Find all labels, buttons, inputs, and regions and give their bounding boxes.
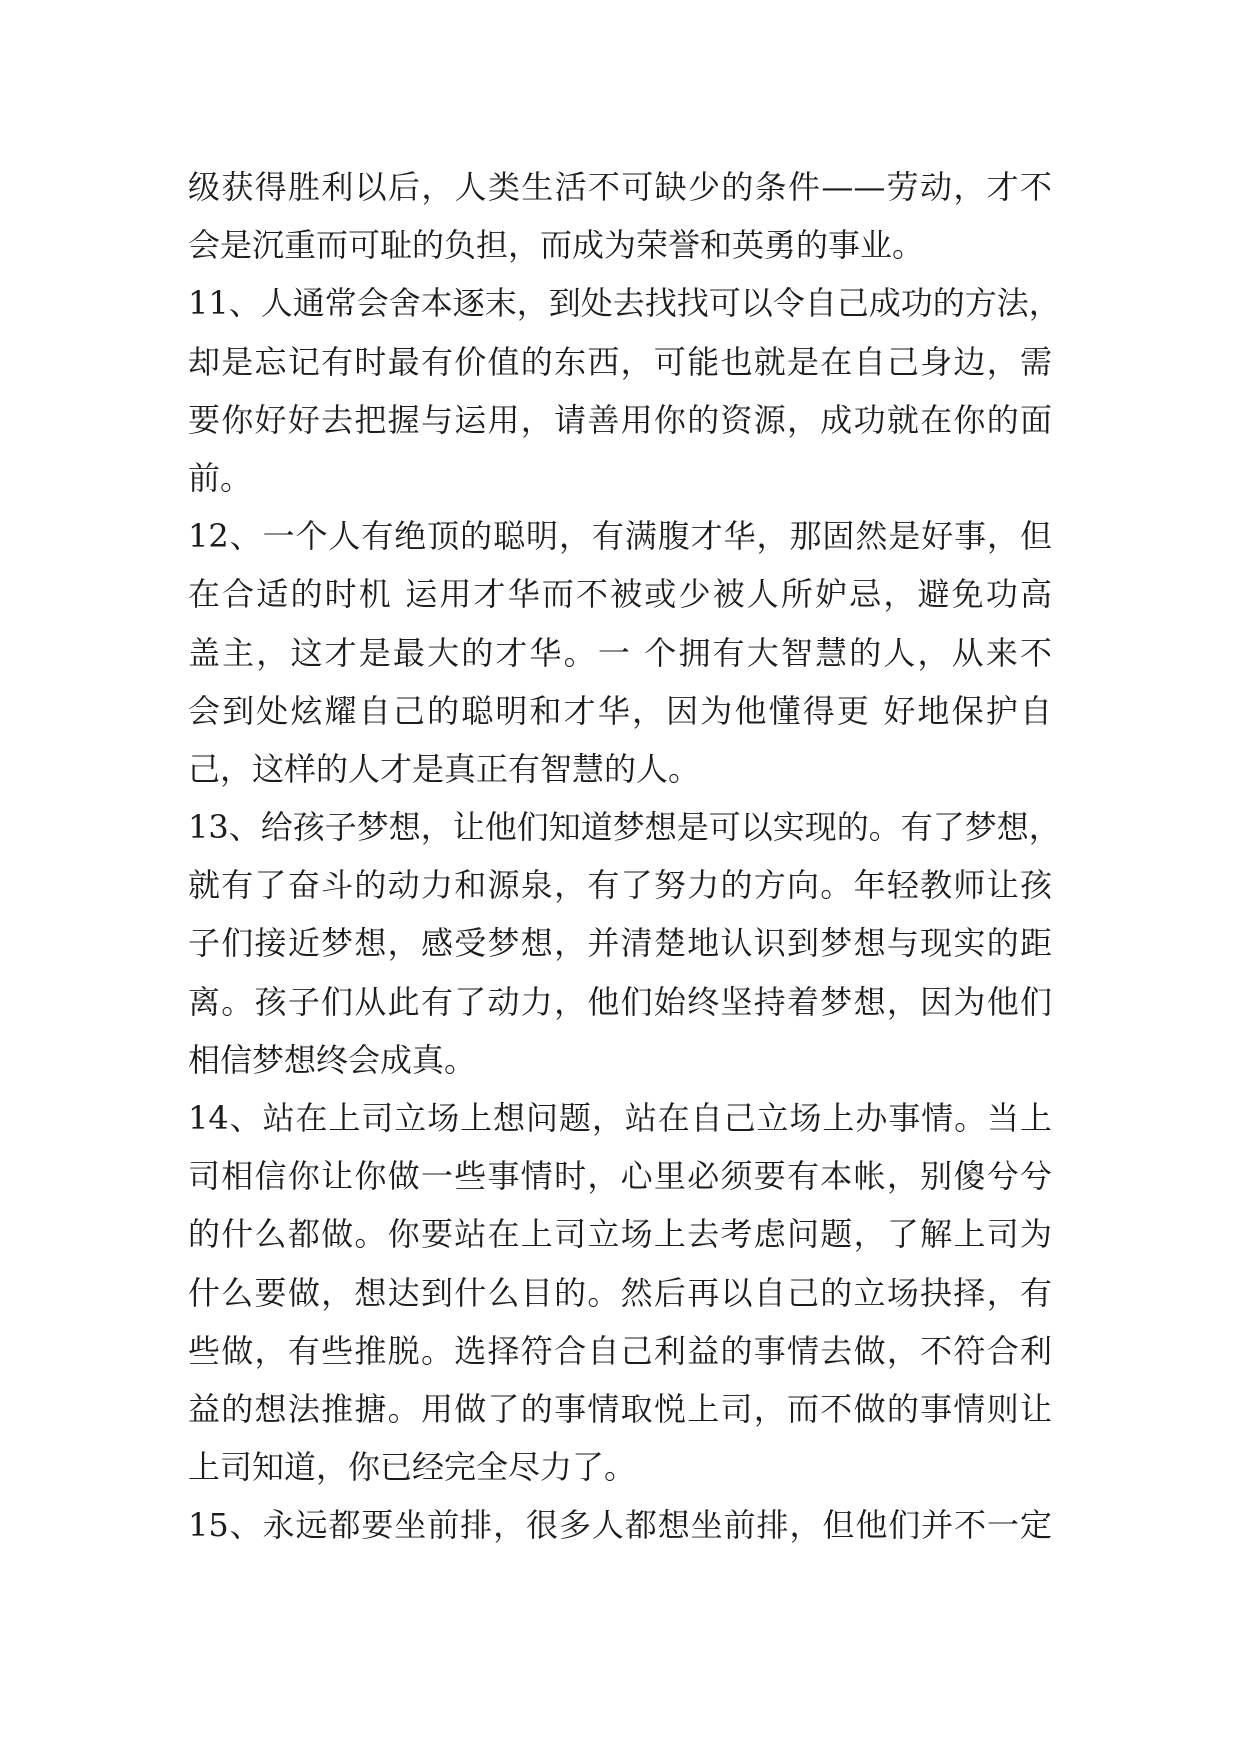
- text-line: 司相信你让你做一些事情时，心里必须要有本帐，别傻兮兮: [188, 1157, 1052, 1196]
- text-line: 就有了奋斗的动力和源泉，有了努力的方向。年轻教师让孩: [188, 866, 1052, 905]
- paragraph: [188, 274, 1061, 507]
- text-line: 前。: [188, 458, 253, 497]
- paragraph: [188, 507, 1052, 798]
- document-body: [188, 158, 1061, 1555]
- text-line: 子们接近梦想，感受梦想，并清楚地认识到梦想与现实的距: [188, 924, 1052, 963]
- text-line: 会到处炫耀自己的聪明和才华，因为他懂得更 好地保护自: [188, 691, 1052, 730]
- text-line: 级获得胜利以后，人类生活不可缺少的条件——劳动，才不: [188, 168, 1052, 206]
- text-line: 益的想法推搪。用做了的事情取悦上司，而不做的事情则让: [188, 1389, 1052, 1428]
- paragraph: [188, 1496, 1052, 1554]
- text-line: 什么要做，想达到什么目的。然后再以自己的立场抉择，有: [188, 1273, 1052, 1312]
- text-line: 13、给孩子梦想，让他们知道梦想是可以实现的。有了梦想，: [188, 808, 1061, 847]
- text-line: 11、人通常会舍本逐末，到处去找找可以令自己成功的方法，: [188, 284, 1061, 323]
- text-line: 12、一个人有绝顶的聪明，有满腹才华，那固然是好事，但: [188, 517, 1052, 556]
- text-line: 15、永远都要坐前排，很多人都想坐前排，但他们并不一定: [188, 1506, 1052, 1545]
- text-line: 上司知道，你已经完全尽力了。: [188, 1448, 637, 1487]
- text-line: 要你好好去把握与运用，请善用你的资源，成功就在你的面: [188, 400, 1052, 439]
- text-line: 己，这样的人才是真正有智慧的人。: [188, 749, 701, 788]
- paragraph: [188, 1089, 1052, 1496]
- text-line: 些做，有些推脱。选择符合自己利益的事情去做，不符合利: [188, 1331, 1052, 1370]
- text-line: 的什么都做。你要站在上司立场上去考虑问题，了解上司为: [188, 1215, 1052, 1254]
- text-line: 盖主，这才是最大的才华。一 个拥有大智慧的人，从来不: [188, 633, 1052, 672]
- text-line: 离。孩子们从此有了动力，他们始终坚持着梦想，因为他们: [188, 982, 1052, 1021]
- paragraph: [188, 798, 1061, 1089]
- text-line: 相信梦想终会成真。: [188, 1040, 477, 1079]
- text-line: 14、站在上司立场上想问题，站在自己立场上办事情。当上: [188, 1099, 1052, 1137]
- text-line: 会是沉重而可耻的负担，而成为荣誉和英勇的事业。: [188, 226, 925, 265]
- paragraph: [188, 158, 1052, 274]
- text-line: 却是忘记有时最有价值的东西，可能也就是在自己身边，需: [188, 342, 1052, 381]
- text-line: 在合适的时机 运用才华而不被或少被人所妒忌，避免功高: [188, 575, 1052, 614]
